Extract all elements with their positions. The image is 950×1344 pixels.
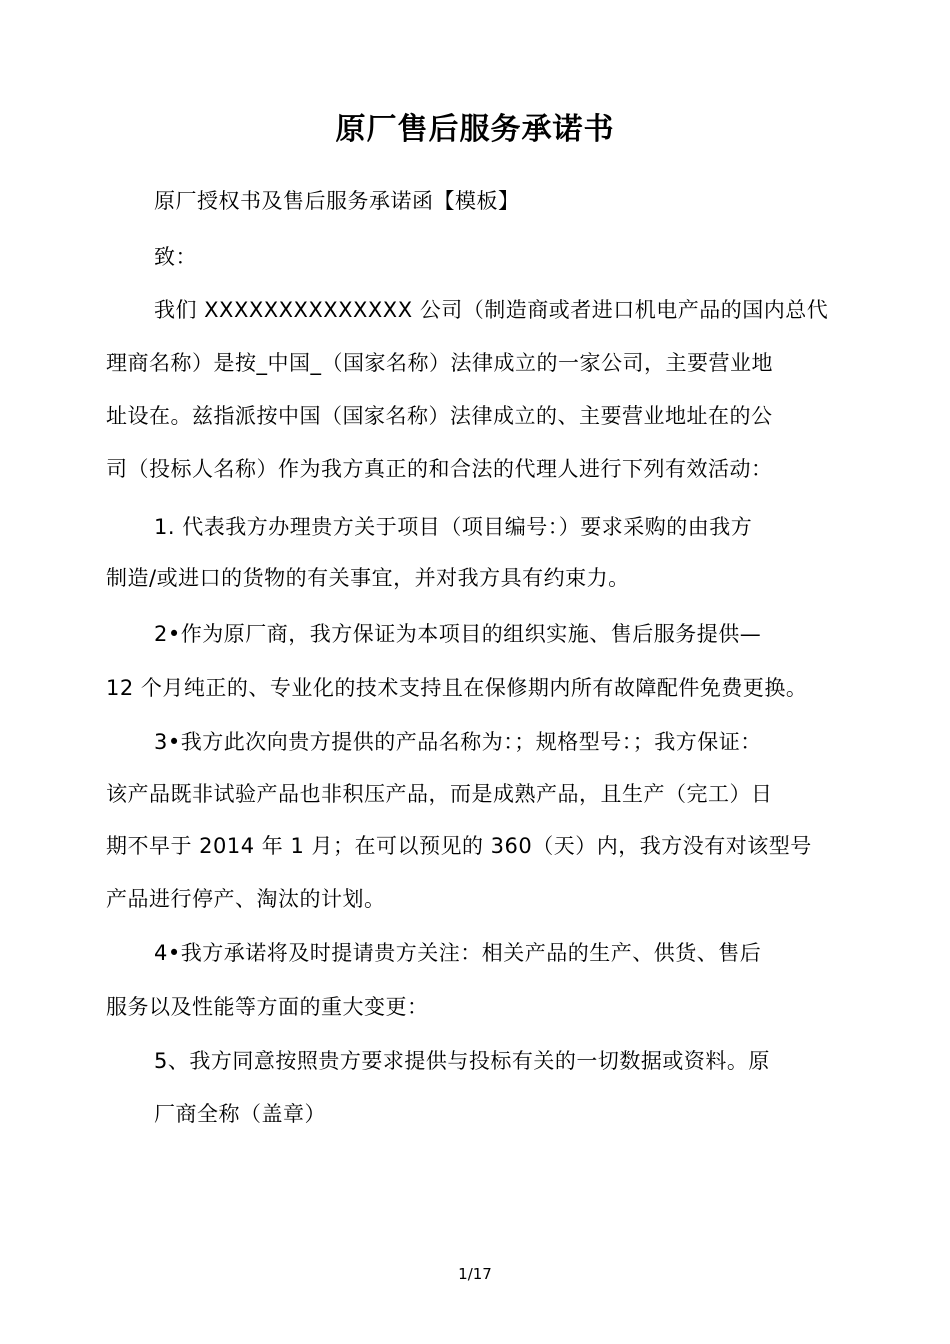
salutation-line: 致： (154, 245, 197, 269)
paragraph-line: 2•作为原厂商，我方保证为本项目的组织实施、售后服务提供— (154, 622, 762, 646)
paragraph-line: 期不早于 2014 年 1 月；在可以预见的 360（天）内，我方没有对该型号 (106, 834, 812, 858)
page-number: 1/17 (458, 1265, 492, 1283)
paragraph-line: 3•我方此次向贵方提供的产品名称为：；规格型号：；我方保证： (154, 730, 762, 754)
page-title: 原厂售后服务承诺书 (335, 112, 615, 147)
paragraph-line: 制造/或进口的货物的有关事宜，并对我方具有约束力。 (106, 566, 630, 590)
paragraph-line: 4•我方承诺将及时提请贵方关注：相关产品的生产、供货、售后 (154, 941, 762, 965)
paragraph-line: 理商名称）是按_中国_（国家名称）法律成立的一家公司，主要营业地 (106, 351, 773, 375)
paragraph-line: 产品进行停产、淘汰的计划。 (106, 887, 386, 911)
signature-line: 厂商全称（盖章） (154, 1102, 326, 1126)
paragraph-line: 该产品既非试验产品也非积压产品，而是成熟产品，且生产（完工）日 (106, 782, 773, 806)
paragraph-line: 5、我方同意按照贵方要求提供与投标有关的一切数据或资料。原 (154, 1049, 770, 1073)
paragraph-line: 1. 代表我方办理贵方关于项目（项目编号：）要求采购的由我方 (154, 515, 753, 539)
paragraph-line: 12 个月纯正的、专业化的技术支持且在保修期内所有故障配件免费更换。 (106, 676, 808, 700)
paragraph-line: 司（投标人名称）作为我方真正的和合法的代理人进行下列有效活动： (106, 457, 773, 481)
subtitle-line: 原厂授权书及售后服务承诺函【模板】 (154, 189, 520, 213)
paragraph-line: 服务以及性能等方面的重大变更： (106, 995, 429, 1019)
paragraph-line: 我们 XXXXXXXXXXXXXX 公司（制造商或者进口机电产品的国内总代 (154, 298, 829, 322)
paragraph-line: 址设在。兹指派按中国（国家名称）法律成立的、主要营业地址在的公 (106, 404, 773, 428)
